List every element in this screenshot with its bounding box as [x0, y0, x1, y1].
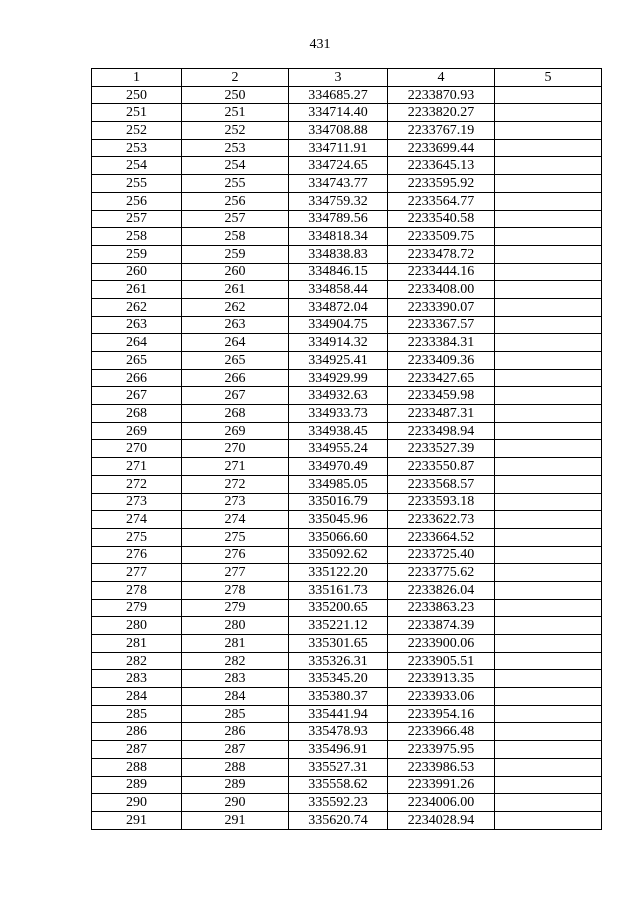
- table-cell: 282: [182, 652, 289, 670]
- table-cell: 288: [92, 758, 182, 776]
- table-cell: 2233622.73: [388, 511, 495, 529]
- table-row: [92, 458, 602, 476]
- table-cell: 334711.91: [289, 139, 388, 157]
- table-cell: 281: [182, 635, 289, 653]
- table-cell: 335066.60: [289, 528, 388, 546]
- table-cell: [495, 652, 602, 670]
- table-cell: 272: [92, 475, 182, 493]
- table-row: [92, 723, 602, 741]
- table-cell: 2233444.16: [388, 263, 495, 281]
- table-cell: [495, 546, 602, 564]
- table-cell: 251: [182, 104, 289, 122]
- table-cell: 289: [92, 776, 182, 794]
- table-cell: 335592.23: [289, 794, 388, 812]
- table-cell: [495, 104, 602, 122]
- table-cell: 2233595.92: [388, 175, 495, 193]
- table-cell: 265: [92, 352, 182, 370]
- table-cell: 269: [182, 422, 289, 440]
- table-cell: 2233498.94: [388, 422, 495, 440]
- table-cell: 2233568.57: [388, 475, 495, 493]
- table-cell: [495, 210, 602, 228]
- table-row: [92, 245, 602, 263]
- table-cell: 256: [182, 192, 289, 210]
- table-row: [92, 175, 602, 193]
- table-cell: 270: [92, 440, 182, 458]
- table-cell: 334708.88: [289, 122, 388, 140]
- table-cell: 290: [182, 794, 289, 812]
- table-cell: 2233900.06: [388, 635, 495, 653]
- table-cell: 2233991.26: [388, 776, 495, 794]
- table-row: [92, 811, 602, 829]
- table-cell: [495, 581, 602, 599]
- table-cell: 286: [182, 723, 289, 741]
- column-header: 2: [182, 69, 289, 87]
- table-cell: 2233699.44: [388, 139, 495, 157]
- table-cell: 335161.73: [289, 581, 388, 599]
- table-cell: [495, 617, 602, 635]
- table-cell: 287: [182, 741, 289, 759]
- table-cell: 2233487.31: [388, 405, 495, 423]
- table-cell: 288: [182, 758, 289, 776]
- table-cell: 2233564.77: [388, 192, 495, 210]
- table-cell: 335221.12: [289, 617, 388, 635]
- table-cell: 2233390.07: [388, 298, 495, 316]
- table-cell: 2233775.62: [388, 564, 495, 582]
- column-header: 1: [92, 69, 182, 87]
- table-cell: 335345.20: [289, 670, 388, 688]
- table-cell: 261: [92, 281, 182, 299]
- table-cell: 2233725.40: [388, 546, 495, 564]
- table-cell: 334925.41: [289, 352, 388, 370]
- table-cell: 260: [182, 263, 289, 281]
- table-row: [92, 228, 602, 246]
- table-cell: 334933.73: [289, 405, 388, 423]
- table-cell: 280: [92, 617, 182, 635]
- table-cell: 283: [92, 670, 182, 688]
- table-row: [92, 475, 602, 493]
- table-cell: 258: [182, 228, 289, 246]
- table-cell: 2233870.93: [388, 86, 495, 104]
- table-cell: 274: [92, 511, 182, 529]
- table-cell: [495, 528, 602, 546]
- table-cell: [495, 157, 602, 175]
- table-row: [92, 688, 602, 706]
- table-cell: 2233509.75: [388, 228, 495, 246]
- table-cell: 335478.93: [289, 723, 388, 741]
- table-cell: 335496.91: [289, 741, 388, 759]
- table-cell: 284: [182, 688, 289, 706]
- table-cell: 263: [92, 316, 182, 334]
- table-cell: [495, 263, 602, 281]
- table-row: [92, 493, 602, 511]
- table-cell: [495, 352, 602, 370]
- table-row: [92, 635, 602, 653]
- table-cell: [495, 458, 602, 476]
- table-row: [92, 352, 602, 370]
- table-cell: 2233874.39: [388, 617, 495, 635]
- table-cell: 335045.96: [289, 511, 388, 529]
- table-row: [92, 86, 602, 104]
- table-row: [92, 440, 602, 458]
- table-row: [92, 369, 602, 387]
- page-number: 431: [309, 37, 331, 52]
- table-row: [92, 316, 602, 334]
- table-cell: 334914.32: [289, 334, 388, 352]
- table-cell: 285: [92, 705, 182, 723]
- table-cell: 262: [92, 298, 182, 316]
- table-cell: 277: [92, 564, 182, 582]
- table-cell: 334789.56: [289, 210, 388, 228]
- table-cell: 263: [182, 316, 289, 334]
- table-cell: 279: [182, 599, 289, 617]
- table-cell: 253: [92, 139, 182, 157]
- table-cell: 334724.65: [289, 157, 388, 175]
- table-cell: 281: [92, 635, 182, 653]
- table-cell: [495, 811, 602, 829]
- table-row: [92, 528, 602, 546]
- table-cell: 289: [182, 776, 289, 794]
- column-header: 4: [388, 69, 495, 87]
- table-row: [92, 705, 602, 723]
- table-cell: 269: [92, 422, 182, 440]
- table-cell: 284: [92, 688, 182, 706]
- table-cell: [495, 139, 602, 157]
- table-header-row: [92, 69, 602, 87]
- table-cell: 334955.24: [289, 440, 388, 458]
- table-cell: 2233954.16: [388, 705, 495, 723]
- table-cell: 334904.75: [289, 316, 388, 334]
- table-cell: 2233913.35: [388, 670, 495, 688]
- coordinates-table: [91, 68, 602, 830]
- table-cell: 335122.20: [289, 564, 388, 582]
- table-cell: 268: [182, 405, 289, 423]
- table-cell: 2233427.65: [388, 369, 495, 387]
- table-cell: 266: [92, 369, 182, 387]
- table-cell: 250: [92, 86, 182, 104]
- table-cell: 335380.37: [289, 688, 388, 706]
- table-cell: 253: [182, 139, 289, 157]
- table-cell: [495, 688, 602, 706]
- table-cell: 334858.44: [289, 281, 388, 299]
- table-cell: [495, 405, 602, 423]
- table-cell: [495, 228, 602, 246]
- table-cell: 260: [92, 263, 182, 281]
- table-cell: [495, 122, 602, 140]
- table-row: [92, 104, 602, 122]
- table-cell: 2233863.23: [388, 599, 495, 617]
- table-cell: [495, 245, 602, 263]
- table-cell: 334759.32: [289, 192, 388, 210]
- table-cell: 285: [182, 705, 289, 723]
- table-cell: 280: [182, 617, 289, 635]
- table-cell: 2233527.39: [388, 440, 495, 458]
- table-cell: 2233409.36: [388, 352, 495, 370]
- table-cell: 2233986.53: [388, 758, 495, 776]
- table-cell: 2233550.87: [388, 458, 495, 476]
- table-cell: 2233540.58: [388, 210, 495, 228]
- table-row: [92, 546, 602, 564]
- table-cell: 2233459.98: [388, 387, 495, 405]
- table-cell: 271: [92, 458, 182, 476]
- table-cell: 261: [182, 281, 289, 299]
- table-cell: 334985.05: [289, 475, 388, 493]
- table-row: [92, 157, 602, 175]
- table-cell: 2233408.00: [388, 281, 495, 299]
- table-row: [92, 741, 602, 759]
- table-cell: 335441.94: [289, 705, 388, 723]
- table-cell: 2233933.06: [388, 688, 495, 706]
- table-cell: 255: [182, 175, 289, 193]
- table-cell: 277: [182, 564, 289, 582]
- table-cell: 276: [182, 546, 289, 564]
- table-row: [92, 511, 602, 529]
- table-row: [92, 210, 602, 228]
- table-row: [92, 617, 602, 635]
- table-cell: 291: [92, 811, 182, 829]
- table-cell: 272: [182, 475, 289, 493]
- table-cell: [495, 387, 602, 405]
- table-cell: 2233826.04: [388, 581, 495, 599]
- table-cell: 2233975.95: [388, 741, 495, 759]
- table-row: [92, 139, 602, 157]
- table-cell: 279: [92, 599, 182, 617]
- table-cell: 265: [182, 352, 289, 370]
- table-cell: 250: [182, 86, 289, 104]
- table-cell: 273: [92, 493, 182, 511]
- table-cell: [495, 175, 602, 193]
- table-cell: 334872.04: [289, 298, 388, 316]
- table-cell: 257: [182, 210, 289, 228]
- table-row: [92, 387, 602, 405]
- table-cell: 259: [182, 245, 289, 263]
- table-cell: 270: [182, 440, 289, 458]
- table-cell: 2233478.72: [388, 245, 495, 263]
- table-cell: 335326.31: [289, 652, 388, 670]
- table-cell: [495, 794, 602, 812]
- table-cell: 271: [182, 458, 289, 476]
- table-cell: 256: [92, 192, 182, 210]
- table-cell: 278: [182, 581, 289, 599]
- table-cell: 2233820.27: [388, 104, 495, 122]
- table-cell: 334743.77: [289, 175, 388, 193]
- table-cell: [495, 670, 602, 688]
- table-cell: 2233593.18: [388, 493, 495, 511]
- table-cell: [495, 316, 602, 334]
- table-row: [92, 263, 602, 281]
- table-cell: 275: [92, 528, 182, 546]
- table-cell: 283: [182, 670, 289, 688]
- table-cell: 257: [92, 210, 182, 228]
- table-cell: 273: [182, 493, 289, 511]
- table-cell: [495, 334, 602, 352]
- column-header: 5: [495, 69, 602, 87]
- table-cell: 334929.99: [289, 369, 388, 387]
- table-row: [92, 334, 602, 352]
- table-cell: 254: [182, 157, 289, 175]
- table-cell: 334970.49: [289, 458, 388, 476]
- table-cell: 335301.65: [289, 635, 388, 653]
- table-cell: 2233367.57: [388, 316, 495, 334]
- table-cell: 254: [92, 157, 182, 175]
- table-cell: 278: [92, 581, 182, 599]
- table-cell: [495, 369, 602, 387]
- table-cell: 282: [92, 652, 182, 670]
- table-cell: 334685.27: [289, 86, 388, 104]
- table-cell: [495, 511, 602, 529]
- table-cell: 259: [92, 245, 182, 263]
- table-cell: 2233905.51: [388, 652, 495, 670]
- table-cell: 334818.34: [289, 228, 388, 246]
- table-cell: [495, 281, 602, 299]
- table-cell: 335016.79: [289, 493, 388, 511]
- table-row: [92, 652, 602, 670]
- table-cell: [495, 298, 602, 316]
- table-cell: 2233966.48: [388, 723, 495, 741]
- table-cell: 2234028.94: [388, 811, 495, 829]
- table-row: [92, 758, 602, 776]
- table-cell: 267: [92, 387, 182, 405]
- table-row: [92, 564, 602, 582]
- table-cell: 287: [92, 741, 182, 759]
- table-cell: 334938.45: [289, 422, 388, 440]
- table-cell: 2234006.00: [388, 794, 495, 812]
- table-cell: 255: [92, 175, 182, 193]
- table-cell: 335558.62: [289, 776, 388, 794]
- table-row: [92, 192, 602, 210]
- table-row: [92, 422, 602, 440]
- table-cell: 264: [182, 334, 289, 352]
- table-cell: 266: [182, 369, 289, 387]
- table-cell: 335527.31: [289, 758, 388, 776]
- table-cell: 264: [92, 334, 182, 352]
- table-cell: [495, 475, 602, 493]
- table-cell: 275: [182, 528, 289, 546]
- table-cell: [495, 564, 602, 582]
- table-cell: [495, 86, 602, 104]
- table-cell: 268: [92, 405, 182, 423]
- table-cell: 258: [92, 228, 182, 246]
- table-row: [92, 281, 602, 299]
- table-cell: 291: [182, 811, 289, 829]
- table-cell: 335092.62: [289, 546, 388, 564]
- table-cell: [495, 741, 602, 759]
- table-cell: [495, 705, 602, 723]
- table-cell: [495, 758, 602, 776]
- table-cell: [495, 493, 602, 511]
- table-cell: 2233645.13: [388, 157, 495, 175]
- table-row: [92, 670, 602, 688]
- table-cell: 335200.65: [289, 599, 388, 617]
- table-cell: 267: [182, 387, 289, 405]
- table-row: [92, 599, 602, 617]
- table-cell: [495, 599, 602, 617]
- table-cell: [495, 635, 602, 653]
- table-cell: 290: [92, 794, 182, 812]
- table-cell: 274: [182, 511, 289, 529]
- table-cell: 252: [182, 122, 289, 140]
- table-cell: 251: [92, 104, 182, 122]
- table-cell: 276: [92, 546, 182, 564]
- table-cell: 252: [92, 122, 182, 140]
- table-body: [92, 86, 602, 829]
- table-row: [92, 405, 602, 423]
- table-cell: [495, 723, 602, 741]
- table-row: [92, 776, 602, 794]
- table-row: [92, 122, 602, 140]
- table-cell: 334714.40: [289, 104, 388, 122]
- table-row: [92, 298, 602, 316]
- table-cell: 334932.63: [289, 387, 388, 405]
- column-header: 3: [289, 69, 388, 87]
- table-cell: [495, 422, 602, 440]
- table-cell: 335620.74: [289, 811, 388, 829]
- table-cell: 334838.83: [289, 245, 388, 263]
- table-cell: [495, 192, 602, 210]
- table-cell: 262: [182, 298, 289, 316]
- table-cell: 2233384.31: [388, 334, 495, 352]
- table-cell: [495, 776, 602, 794]
- table-row: [92, 794, 602, 812]
- table-row: [92, 581, 602, 599]
- table-cell: 2233767.19: [388, 122, 495, 140]
- table-cell: [495, 440, 602, 458]
- table-cell: 2233664.52: [388, 528, 495, 546]
- table-cell: 286: [92, 723, 182, 741]
- table-cell: 334846.15: [289, 263, 388, 281]
